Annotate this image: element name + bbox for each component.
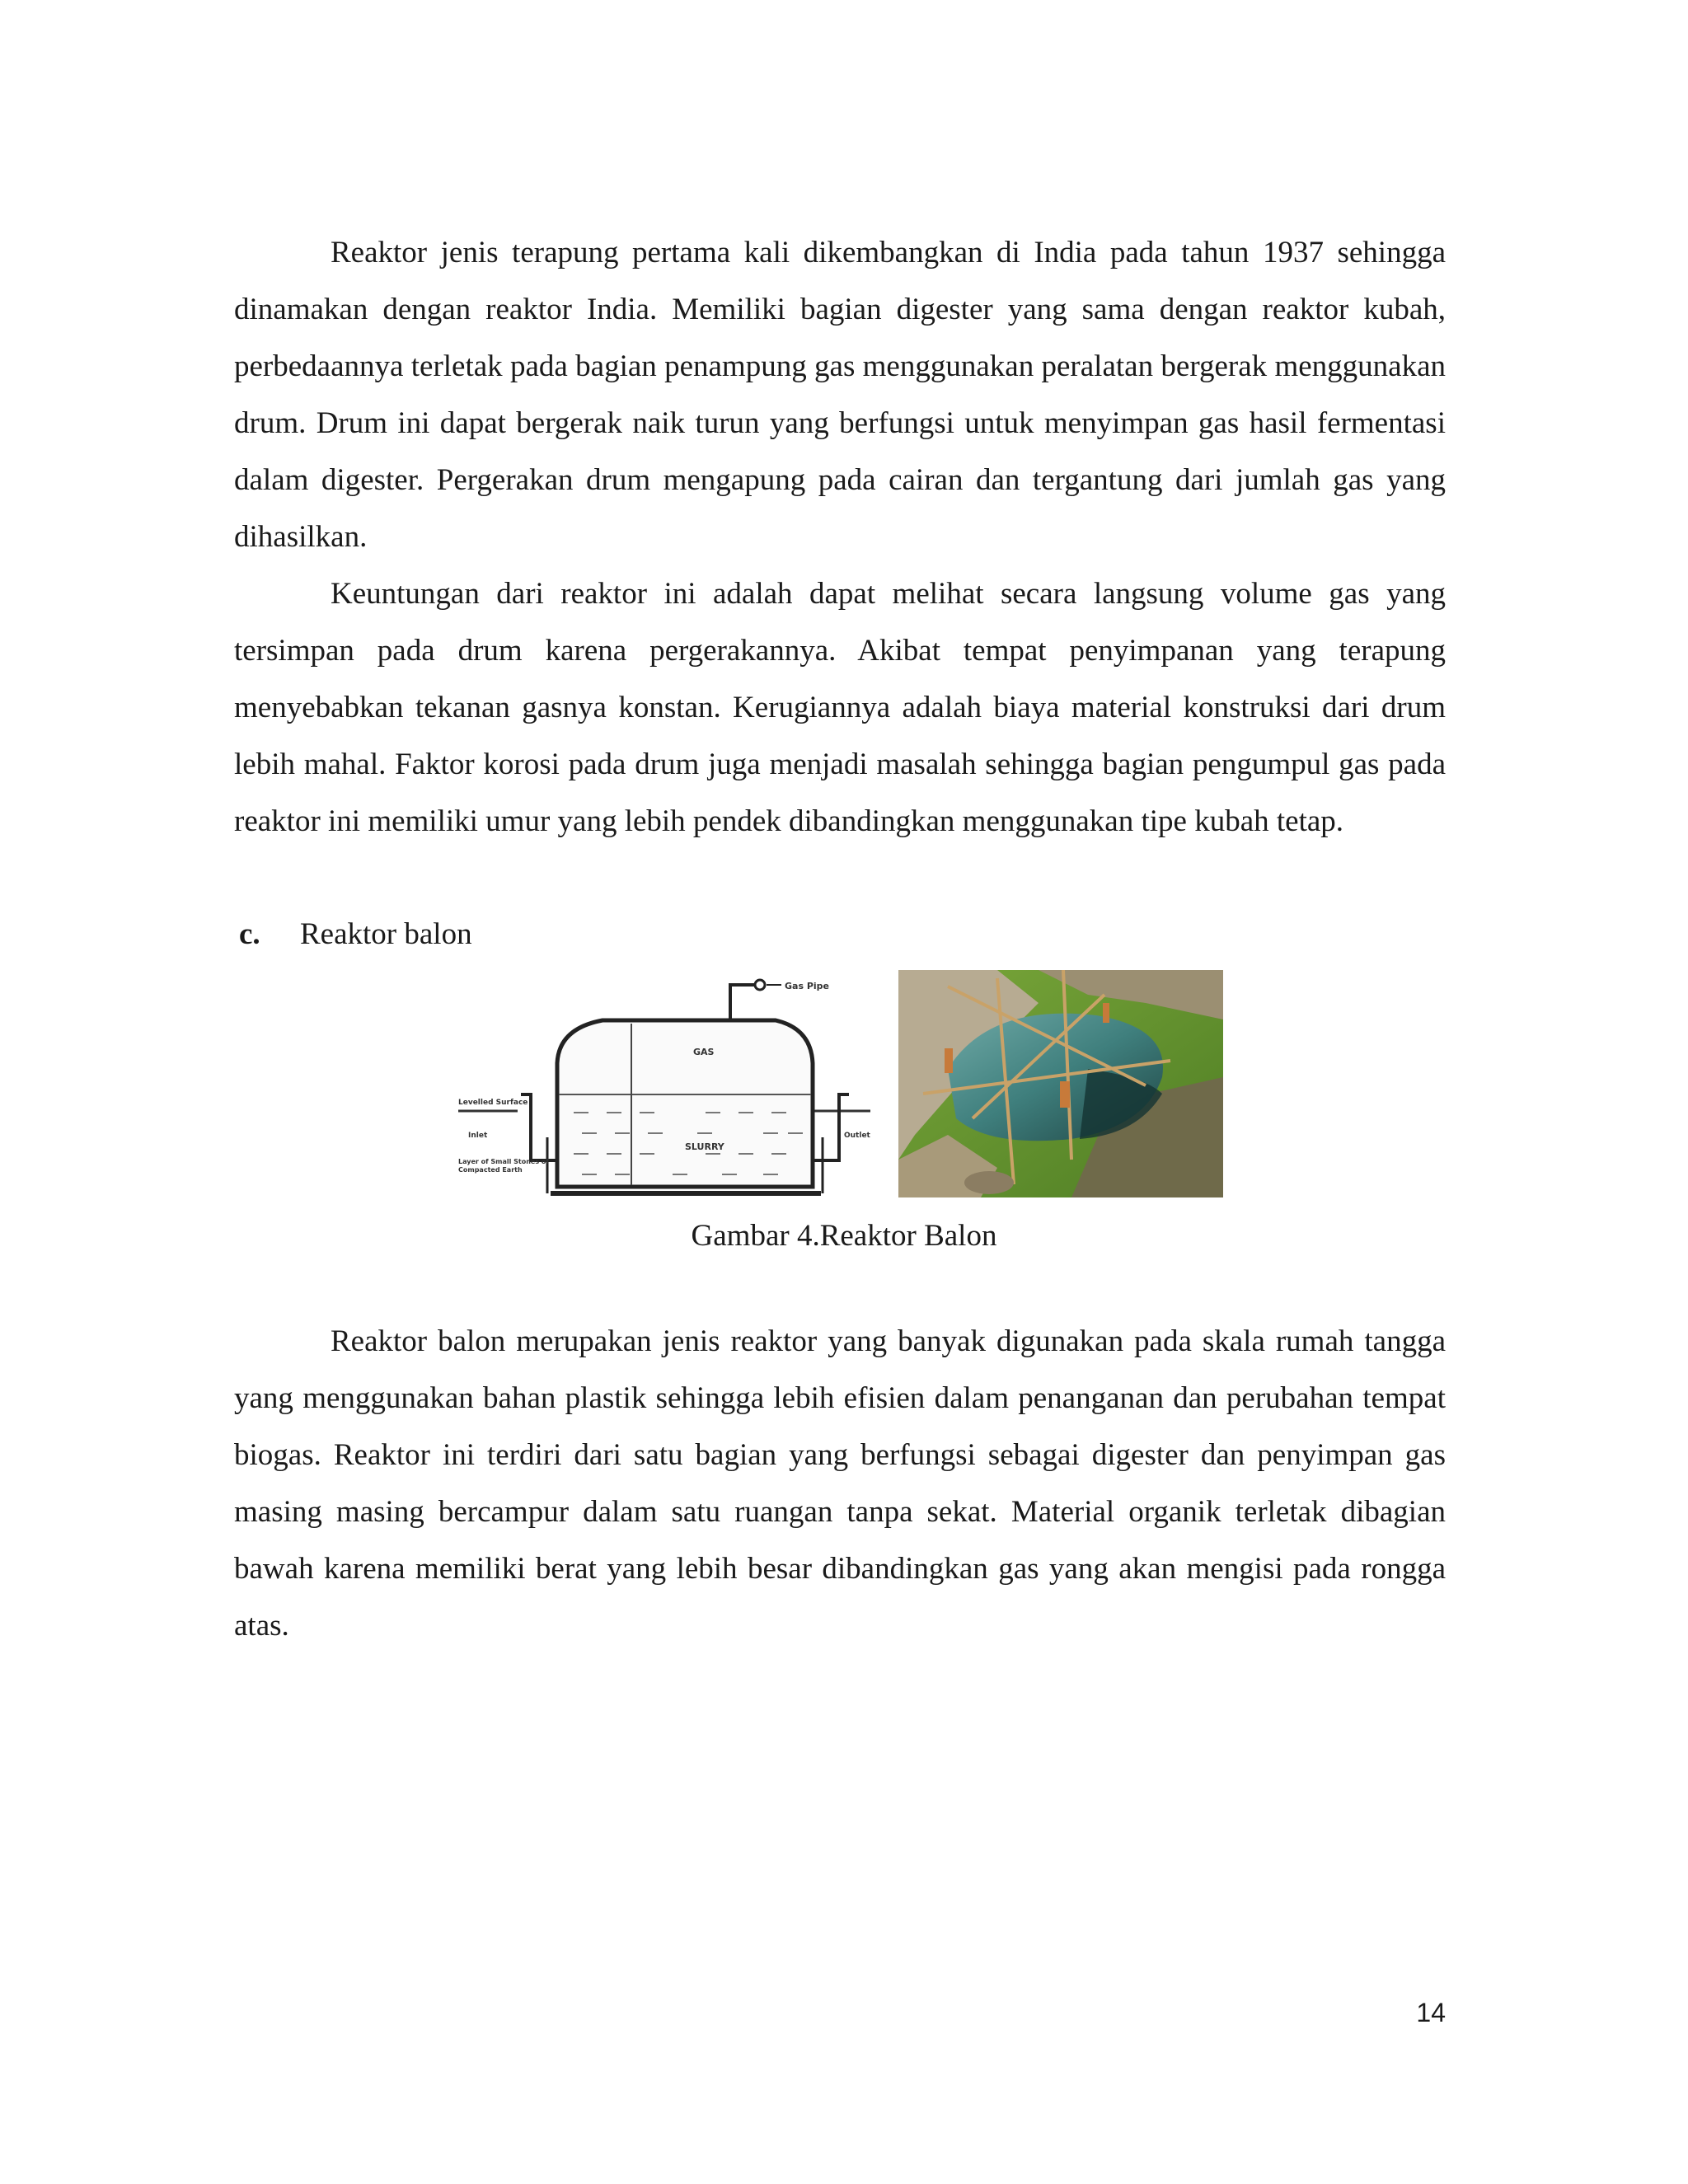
section-title: Reaktor balon xyxy=(300,917,472,951)
label-inlet: Inlet xyxy=(468,1132,488,1140)
figure-caption: Gambar 4.Reaktor Balon xyxy=(691,1219,997,1253)
label-gas: GAS xyxy=(693,1047,715,1057)
label-gas-pipe: Gas Pipe xyxy=(785,981,829,991)
label-stone-layer: Layer of Small Stones of Compacted Earth xyxy=(458,1158,549,1174)
balloon-reactor-diagram xyxy=(458,972,870,1199)
label-slurry: SLURRY xyxy=(685,1141,724,1152)
paragraph-advantages: Keuntungan dari reaktor ini adalah dapat melihat secara langsung volume gas yang tersimpan pada drum karena pergerakannya. Akibat tempat penyimpanan yang terapung menyebabkan tekanan gasnya konstan. Kerugiannya adalah biaya material konstruksi dari drum lebih mahal. Faktor korosi pada drum juga menjadi masalah sehingga bagian pengumpul gas pada reaktor ini memiliki umur yang lebih pendek dibandingkan menggunakan tipe kubah tetap. xyxy=(234,577,1446,838)
body-text-bottom xyxy=(234,1313,1446,1654)
page-number: 14 xyxy=(1416,1998,1446,2027)
balloon-reactor-photo xyxy=(898,970,1223,1197)
label-outlet: Outlet xyxy=(844,1132,870,1140)
section-letter: c. xyxy=(239,917,260,951)
paragraph-balloon-reactor: Reaktor balon merupakan jenis reaktor yang banyak digunakan pada skala rumah tangga yang menggunakan bahan plastik sehingga lebih efisien dalam penanganan dan perubahan tempat biogas. Reaktor ini terdiri dari satu bagian yang berfungsi sebagai digester dan penyimpan gas masing masing bercampur dalam satu ruangan tanpa sekat. Material organik terletak dibagian bawah karena memiliki berat yang lebih besar dibandingkan gas yang akan mengisi pada rongga atas. xyxy=(234,1324,1446,1643)
label-levelled-surface: Levelled Surface xyxy=(458,1099,528,1107)
section-heading xyxy=(239,906,472,963)
body-text-top xyxy=(234,224,1446,850)
paragraph-floating-reactor: Reaktor jenis terapung pertama kali dikembangkan di India pada tahun 1937 sehingga dinamakan dengan reaktor India. Memiliki bagian digester yang sama dengan reaktor kubah, perbedaannya terletak pada bagian penampung gas menggunakan peralatan bergerak menggunakan drum. Drum ini dapat bergerak naik turun yang berfungsi untuk menyimpan gas hasil fermentasi dalam digester. Pergerakan drum mengapung pada cairan dan tergantung dari jumlah gas yang dihasilkan. xyxy=(234,236,1446,554)
